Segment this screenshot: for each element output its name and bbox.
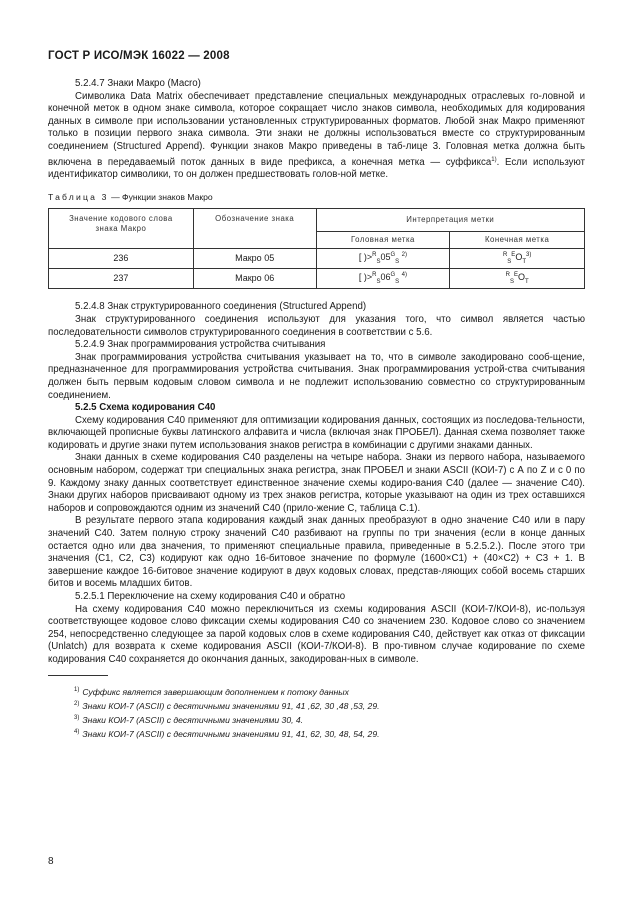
page-content xyxy=(48,78,585,741)
section-heading-5-2-4-7: 5.2.4.7 Знаки Макро (Macro) xyxy=(75,78,201,89)
footnote: $^{2)}$ Знаки КОИ-7 (ASCII) с десятичными значениями 91, 41 ,62, 30 ,48 ,53, 29. xyxy=(74,700,380,711)
paragraph-c40-sets: Знаки данных в схеме кодирования С40 разделены на четыре набора. Знаки из первого набора, называемого основным набором, содержат три специальных знака регистра, знак ПРОБЕЛ и знаки ASCII (КОИ-7) с А по Z и с 0 по 9. Каждому знаку данных соответствует единственное значение схемы кодиро-вания С40 (далее — значение С40). Знаки других наборов присваивают одному из трех знаков регистра, которые указывают на один из трех оставшихся наборов и сопровождаются одним из значений С40 (прило-жение С, таблица С.1). xyxy=(48,452,585,514)
paragraph-macro-text: Символика Data Matrix обеспечивает представление специальных международных отраслевых го-ловной и конечной меток в одном знаке символа, которое сокращает число знаков символа, необходимых для кодирования данных в символе при использовании установленных структурированных форматов. Любой знак Макро применяют только в позиции первого знака символа. Эти знаки не должны использоваться вместе со структурированным соединением (Structured Append). Функции знаков Макро приведены в таб-лице 3. Головная метка должна быть включена в передаваемый поток данных в виде префикса, а конечная метка — суффикса xyxy=(48,90,585,168)
cell-designation: Макро 05 xyxy=(193,248,316,268)
cell-codeword: 236 xyxy=(49,248,194,268)
header-head-label: Головная метка xyxy=(316,231,450,248)
footnote-ref-2: 2) xyxy=(401,251,408,258)
cell-designation: Макро 06 xyxy=(193,268,316,288)
page-header: ГОСТ Р ИСО/МЭК 16022 — 2008 xyxy=(48,50,230,62)
footnote-divider xyxy=(48,675,108,676)
section-heading-5-2-5: 5.2.5 Схема кодирования С40 xyxy=(75,402,216,414)
cell-codeword: 237 xyxy=(49,268,194,288)
section-heading-5-2-4-8: 5.2.4.8 Знак структурированного соединения (Structured Append) xyxy=(75,301,367,313)
footnote: $^{4)}$ Знаки КОИ-7 (ASCII) с десятичными значениями 91, 41, 62, 30, 48, 54, 29. xyxy=(74,729,380,740)
header-codeword: Значение кодового слова знака Макро xyxy=(49,208,194,248)
footnote-ref-3: 3) xyxy=(526,251,532,258)
paragraph-c40-switching: На схему кодирования С40 можно переключиться из схемы кодирования ASCII (КОИ-7/КОИ-8), ис-пользуя соответствующее кодовое слово фиксации схемы кодирования С40 со значением 230. Кодовое слово со значением 254, непосредственно следующее за парой кодовых слов в схеме кодирования С40, действует как отказ от фиксации (Unlatch) для возврата к схеме кодирования ASCII (КОИ-7/КОИ-8). В про-тивном случае кодирование по схеме кодирования С40 сохраняется до окончания данных, закодирован-ных в символе. xyxy=(48,603,585,665)
footnote-ref-1: 1) xyxy=(491,156,497,163)
cell-head: [ )$>^R_S06^G_S$ $^{4)}$ xyxy=(316,268,450,288)
table-row xyxy=(49,248,585,268)
page-number: 8 xyxy=(48,856,54,867)
table-row xyxy=(49,268,585,288)
cell-trailer: $^R_S^EO_T^{3)}$ xyxy=(450,248,585,268)
footnote-ref-4: 4) xyxy=(401,271,408,278)
table-caption-label: Таблица 3 xyxy=(48,191,109,202)
paragraph-c40-intro: Схему кодирования С40 применяют для оптимизации кодирования данных, состоящих из последова-тельности, включающей прописные буквы латинского алфавита и числа (включая знак ПРОБЕЛ). Данная схема позволяет также кодировать и другие знаки путем использования знаков регистра в комбинации с другими знаками данных. xyxy=(48,414,585,451)
section-heading-5-2-5-1: 5.2.5.1 Переключение на схему кодирования С40 и обратно xyxy=(75,591,346,603)
footnote: $^{1)}$ Суффикс является завершающим дополнением к потоку данных xyxy=(74,686,349,697)
paragraph-c40-encoding: В результате первого этапа кодирования каждый знак данных преобразуют в одно значение С40 или в пару значений С40. Затем полную строку значений С40 разбивают на группы по три значения (если в конце данных остается одно или два значения, то применяют специальные правила, приведенные в 5.2.5.2.). После этого три значения (С1, С2, С3) кодируют как одно 16-битовое значение по формуле (1600×С1) + (40×С2) + С3 + 1. В завершение каждое 16-битовое значение кодируют в двух кодовых словах, представ-ляющих собой восемь старших битов и восемь младших битов. xyxy=(48,515,585,590)
paragraph-macro xyxy=(48,91,585,182)
table-caption xyxy=(48,191,585,204)
header-trailer-label: Конечная метка xyxy=(450,231,585,248)
header-designation: Обозначение знака xyxy=(193,208,316,248)
paragraph-structured-append: Знак структурированного соединения используют для указания того, что символ является частью последовательности символов структурированного соединения в соответствии с 5.6. xyxy=(48,313,585,338)
header-interpretation: Интерпретация метки xyxy=(316,208,584,231)
paragraph-reader-programming: Знак программирования устройства считывания указывает на то, что в символе закодировано сооб-щение, предназначенное для программирования устройства считывания. Знак программирования устрой-ства считывания должен быть первым кодовым словом символа и не подлежит использованию совместно со структурированным соединением. xyxy=(48,351,585,401)
cell-head: [ )$>^R_S05^G_S$ $^{2)}$ xyxy=(316,248,450,268)
section-heading-5-2-4-9: 5.2.4.9 Знак программирования устройства считывания xyxy=(75,339,326,351)
footnote: $^{3)}$ Знаки КОИ-7 (ASCII) с десятичными значениями 30, 4. xyxy=(74,714,304,725)
paragraph-macro-text-end: . Если используют идентификатор символики, то он должен предшествовать голов-ной метке. xyxy=(48,156,585,181)
macro-functions-table xyxy=(48,208,585,290)
table-caption-text: — Функции знаков Макро xyxy=(111,191,213,202)
cell-trailer: $^R_S^EO_T$ xyxy=(450,268,585,288)
